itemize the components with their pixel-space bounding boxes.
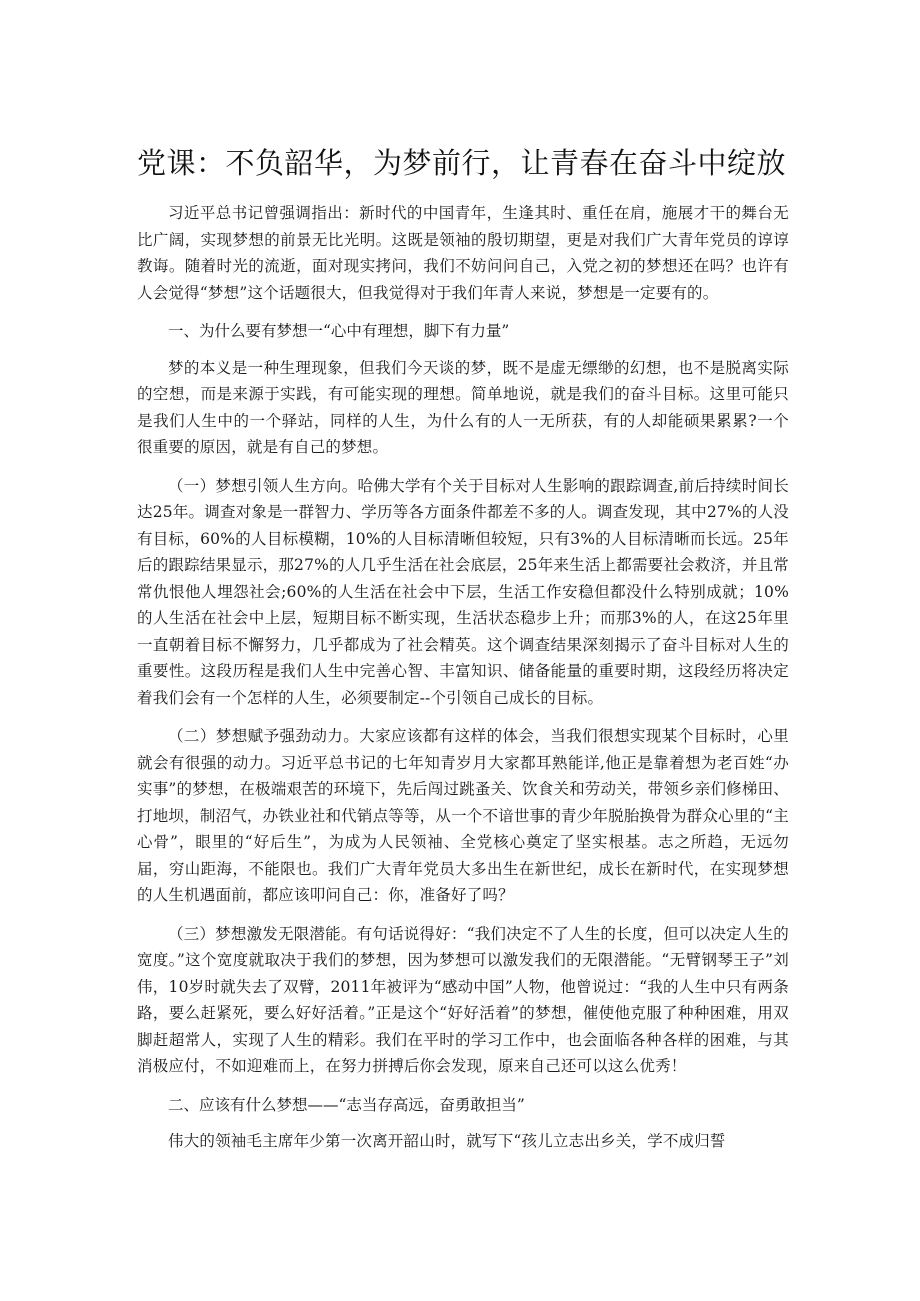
- document-title: 党课：不负韶华，为梦前行，让青春在奋斗中绽放: [137, 146, 787, 180]
- paragraph-subsection-2: （二）梦想赋予强劲动力。大家应该都有这样的体会，当我们很想实现某个目标时，心里就会有很强的动力。习近平总书记的七年知青岁月大家都耳熟能详,他正是靠着想为老百姓“办实事”的梦想，在极端艰苦的环境下，先后闯过跳蚤关、饮食关和劳动关，带领乡亲们修梯田、打地坝，制沼气，办铁业社和代销点等等，从一个不谙世事的青少年脱胎换骨为群众心里的“主心骨”，眼里的“好后生”，为成为人民领袖、全党核心奠定了坚实根基。志之所趋，无远勿届，穷山距海，不能限也。我们广大青年党员大多出生在新世纪，成长在新时代，在实现梦想的人生机遇面前，都应该叩问自己：你，准备好了吗？: [137, 727, 789, 904]
- paragraph-subsection-3: （三）梦想激发无限潜能。有句话说得好：“我们决定不了人生的长度，但可以决定人生的宽度。”这个宽度就取决于我们的梦想，因为梦想可以激发我们的无限潜能。“无臂钢琴王子”刘伟，10岁时就失去了双臂，2011年被评为“感动中国”人物，他曾说过：“我的人生中只有两条路，要么赶紧死，要么好好活着。”正是这个“好好活着”的梦想，催使他克服了种种困难，用双脚赶超常人，实现了人生的精彩。我们在平时的学习工作中，也会面临各种各样的困难，与其消极应付，不如迎难而上，在努力拼搏后你会发现，原来自己还可以这么优秀！: [137, 924, 789, 1075]
- paragraph-subsection-1: （一）梦想引领人生方向。哈佛大学有个关于目标对人生影响的跟踪调查,前后持续时间长达25年。调查对象是一群智力、学历等各方面条件都差不多的人。调查发现，其中27%的人没有目标，60%的人目标模糊，10%的人目标清晰但较短，只有3%的人目标清晰而长远。25年后的跟踪结果显示，那27%的人几乎生活在社会底层，25年来生活上都需要社会救济，并且常常仇恨他人埋怨社会;60%的人生活在社会中下层，生活工作安稳但都没什么特别成就；10%的人生活在社会中上层，短期目标不断实现，生活状态稳步上升；而那3%的人，在这25年里一直朝着目标不懈努力，几乎都成为了社会精英。这个调查结果深刻揭示了奋斗目标对人生的重要性。这段历程是我们人生中完善心智、丰富知识、储备能量的重要时期，这段经历将决定着我们会有一个怎样的人生，必须要制定--个引领自己成长的目标。: [137, 476, 789, 707]
- paragraph-mao-quote: 伟大的领袖毛主席年少第一次离开韶山时，就写下“孩儿立志出乡关，学不成归誓: [168, 1132, 726, 1150]
- section-heading-1: 一、为什么要有梦想一“心中有理想，脚下有力量”: [168, 322, 510, 340]
- section-heading-2: 二、应该有什么梦想——“志当存高远，奋勇敢担当”: [168, 1095, 525, 1114]
- paragraph-dream-meaning: 梦的本义是一种生理现象，但我们今天谈的梦，既不是虚无缥缈的幻想，也不是脱离实际的空想，而是来源于实践，有可能实现的理想。简单地说，就是我们的奋斗目标。这里可能只是我们人生中的一个驿站，同样的人生，为什么有的人一无所获，有的人却能硕果累累?一个很重要的原因，就是有自己的梦想。: [137, 358, 789, 456]
- intro-paragraph: 习近平总书记曾强调指出：新时代的中国青年，生逢其时、重任在肩，施展才干的舞台无比广阔，实现梦想的前景无比光明。这既是领袖的殷切期望，更是对我们广大青年党员的谆谆教诲。随着时光的流逝，面对现实拷问，我们不妨问问自己，入党之初的梦想还在吗？也许有人会觉得“梦想”这个话题很大，但我觉得对于我们年青人来说，梦想是一定要有的。: [137, 204, 789, 302]
- document-body: [137, 200, 789, 1167]
